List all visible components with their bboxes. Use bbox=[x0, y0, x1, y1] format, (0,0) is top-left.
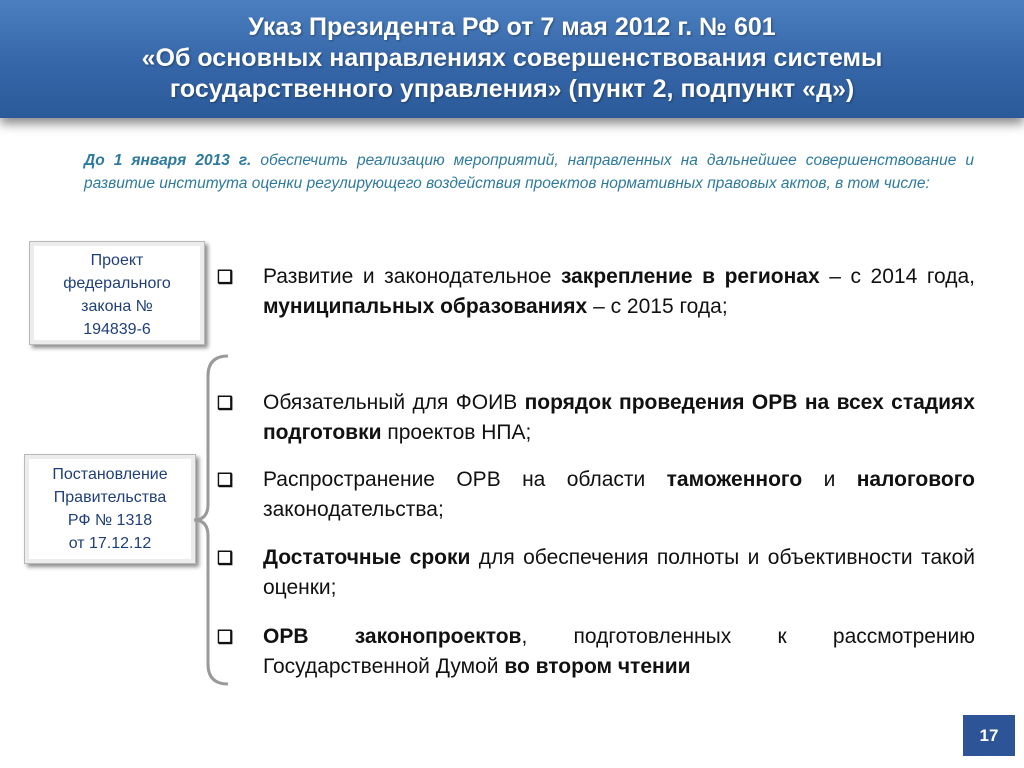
bullet-item: ❑ Достаточные сроки для обеспечения полноты и объективности такой оценки; bbox=[217, 543, 975, 603]
resolution-line-4: от 17.12.12 bbox=[68, 535, 152, 552]
intro-date: До 1 января 2013 г. bbox=[84, 152, 252, 169]
resolution-box bbox=[24, 454, 196, 564]
bullet-item: ❑ Развитие и законодательное закрепление в регионах – с 2014 года, муниципальных образованиях – с 2015 года; bbox=[217, 262, 975, 322]
bullet-item: ❑ ОРВ законопроектов, подготовленных к рассмотрению Государственной Думой во втором чтении bbox=[217, 622, 975, 682]
title-line-3: государственного управления» (пункт 2, подпункт «д») bbox=[169, 75, 855, 103]
checkbox-bullet-icon: ❑ bbox=[217, 393, 234, 413]
resolution-line-3: РФ № 1318 bbox=[67, 512, 153, 529]
resolution-line-1: Постановление bbox=[52, 466, 168, 483]
project-law-box bbox=[29, 241, 205, 345]
checkbox-bullet-icon: ❑ bbox=[217, 470, 234, 490]
project-law-line-1: Проект bbox=[90, 252, 144, 269]
checkbox-bullet-icon: ❑ bbox=[217, 548, 234, 568]
project-law-line-3: закона № bbox=[81, 298, 153, 315]
bullet-item: ❑ Распространение ОРВ на области таможенного и налогового законодательства; bbox=[217, 465, 975, 525]
resolution-line-2: Правительства bbox=[53, 489, 167, 506]
intro-paragraph bbox=[84, 149, 974, 195]
bullet-item: ❑ Обязательный для ФОИВ порядок проведения ОРВ на всех стадиях подготовки проектов НПА; bbox=[217, 388, 975, 448]
slide-title bbox=[0, 0, 1024, 118]
title-line-2: «Об основных направлениях совершенствования системы bbox=[141, 44, 883, 72]
intro-text: обеспечить реализацию мероприятий, направленных на дальнейшее совершенствование и развитие института оценки регулирующего воздействия проектов нормативных правовых актов, в том числе: bbox=[84, 152, 975, 192]
project-law-line-2: федерального bbox=[63, 275, 171, 292]
project-law-line-4: 194839-6 bbox=[83, 321, 151, 338]
title-line-1: Указ Президента РФ от 7 мая 2012 г. № 601 bbox=[248, 13, 776, 41]
checkbox-bullet-icon: ❑ bbox=[217, 627, 234, 647]
checkbox-bullet-icon: ❑ bbox=[217, 267, 234, 287]
page-number: 17 bbox=[963, 715, 1015, 756]
